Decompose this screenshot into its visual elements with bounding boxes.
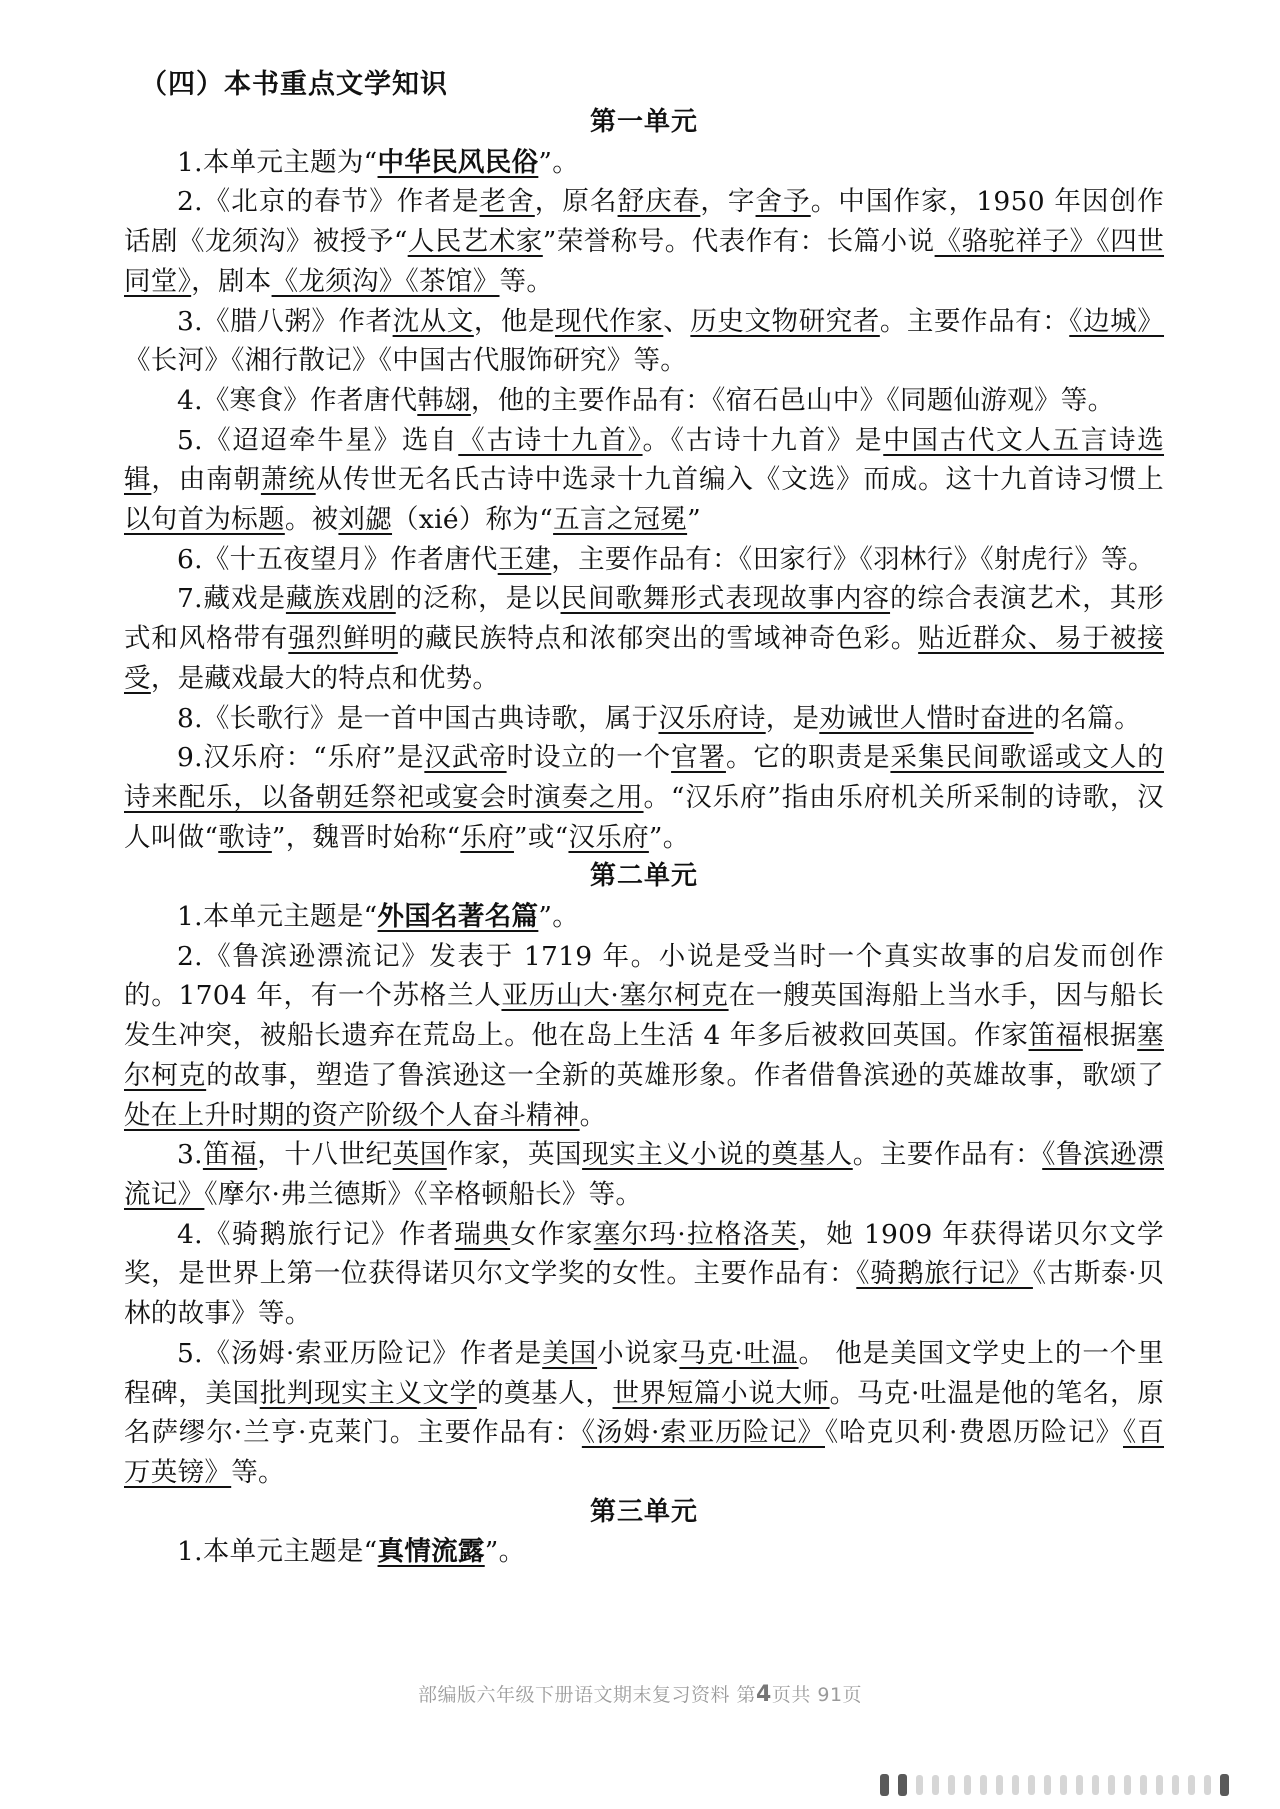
text-segment: ”，魏晋时始称“ [271,821,461,853]
key-term: 汉武帝 [424,742,507,774]
key-term: 亚历山大·塞尔柯克 [501,980,729,1012]
key-term: 人民艺术家 [407,226,543,258]
scroll-tick [1124,1775,1131,1795]
text-segment: ”。 [648,821,690,853]
footer-page-number: 4 [756,1682,772,1707]
key-term: 官署 [671,742,726,774]
key-term: 老舍 [479,186,535,218]
text-segment: 。《古诗十九首》是 [642,424,884,456]
scroll-tick [996,1775,1003,1795]
key-term: 萧统 [260,464,316,496]
page-footer [0,1680,1280,1707]
text-segment: 从传世无名氏古诗中选录十九首编入《文选》而成。这十九首诗习惯上 [315,464,1164,496]
key-term: 塞尔玛·拉格洛芙 [593,1218,799,1250]
text-segment: ，原名 [534,186,618,218]
text-segment: 4.《寒食》作者唐代 [177,384,418,416]
key-term: 藏族戏剧 [285,583,396,615]
key-term: 舍予 [755,186,811,218]
text-segment: 的故事，塑造了鲁滨逊这一全新的英雄形象。作者借鲁滨逊的英雄故事，歌颂了 [206,1059,1164,1091]
scroll-tick [1092,1775,1099,1795]
key-term: 歌诗 [218,821,272,853]
text-segment: 4.《骑鹅旅行记》作者 [177,1218,455,1250]
section-heading: （四）本书重点文学知识 [140,69,448,100]
text-segment: 小说家 [597,1337,680,1369]
text-segment: 3.《腊八粥》作者 [177,305,393,337]
text-segment: 。“汉乐府”指由乐府机关所采制的诗歌，汉人叫做“ [124,781,1164,853]
text-segment: 。中国作家，1950 年因创作话剧《龙须沟》被授予“ [124,186,1164,258]
text-segment: 的综合表演艺术，其形式和风格带有 [124,583,1164,655]
text-segment: 《哈克贝利·费恩历险记》 [824,1417,1123,1449]
knowledge-item [124,1135,1164,1214]
text-segment: 的奠基人， [476,1377,613,1409]
knowledge-item [124,937,1164,1136]
key-term: 劝诫世人惜时奋进 [819,702,1034,734]
key-term: 笛福 [1028,1020,1083,1052]
key-term: 外国名著名篇 [377,901,539,933]
text-segment: ，他是 [473,305,556,337]
text-segment: 7.藏戏是 [177,583,286,615]
key-term: 中华民风民俗 [377,146,539,178]
text-segment: 作家，英国 [446,1139,583,1171]
knowledge-item [124,1215,1164,1334]
key-term: 王建 [497,543,552,575]
text-segment: 3. [177,1139,203,1171]
key-term: 以句首为标题 [124,504,285,536]
key-term: 笛福 [202,1139,258,1171]
scroll-tick [1028,1775,1035,1795]
key-term: 强烈鲜明 [288,623,398,655]
key-term: 汉乐府诗 [658,702,766,734]
text-segment: ，十八世纪 [257,1139,393,1171]
key-term: 《边城》 [1069,305,1165,337]
scroll-tick [980,1775,987,1795]
key-term: 处在上升时期的资产阶级个人奋斗精神 [124,1099,580,1131]
key-term: 现实主义小说的奠基人 [582,1139,853,1171]
unit-title: 第三单元 [589,1496,698,1527]
text-segment: ”荣誉称号。代表作有：长篇小说 [542,226,935,258]
text-segment: 《长河》《湘行散记》《中国古代服饰研究》等。 [124,345,688,377]
text-segment: 根据 [1082,1020,1138,1052]
key-term: 批判现实主义文学 [259,1377,477,1409]
key-term: 马克·吐温 [679,1337,799,1369]
key-term: 《百万英镑》 [124,1417,1164,1488]
knowledge-item [124,579,1164,698]
text-segment: 等。 [231,1456,285,1488]
text-segment: ，她 1909 年获得诺贝尔文学奖，是世界上第一位获得诺贝尔文学奖的女性。主要作品有： [124,1218,1164,1290]
text-segment: 时设立的一个 [506,742,672,774]
key-term: 英国 [392,1139,447,1171]
page-scroll-indicator[interactable] [880,1773,1250,1797]
key-term: 舒庆春 [617,186,701,218]
text-segment: ，字 [700,186,756,218]
knowledge-item [124,1334,1164,1493]
text-segment: 。马克·吐温是他的笔名，原名萨缪尔·兰亨·克莱门。主要作品有： [124,1377,1165,1449]
text-segment: 等。 [499,265,554,297]
knowledge-item [124,381,1164,421]
text-segment: 。主要作品有： [879,305,1070,337]
key-term: 五言之冠冕 [553,504,688,536]
text-segment: （xié）称为“ [392,504,554,536]
key-term: 瑞典 [454,1218,511,1250]
scroll-tick [1156,1775,1163,1795]
text-segment: 9.汉乐府：“乐府”是 [177,742,425,774]
text-segment: ，是藏戏最大的特点和优势。 [150,662,500,694]
text-segment: ”。 [484,1536,526,1568]
key-term: 《古诗十九首》 [458,424,643,456]
key-term: 《汤姆·索亚历险记》 [581,1417,825,1449]
text-segment: 2.《北京的春节》作者是 [177,186,480,218]
key-term: 《龙须沟》《茶馆》 [271,265,500,297]
key-term: 历史文物研究者 [690,305,880,337]
key-term: 乐府 [460,821,514,853]
text-segment: 2.《鲁滨逊漂流记》发表于 1719 年。小说是受当时一个真实故事的启发而创作的。1704 年，有一个苏格兰人 [124,940,1164,1012]
text-segment: 1.本单元主题为“ [177,146,378,178]
footer-suffix: 页共 91页 [771,1684,863,1706]
text-segment: ，剧本 [191,265,272,297]
key-term: 《骆驼祥子》《四世同堂》 [124,226,1165,297]
knowledge-item [124,143,1164,183]
text-segment: ”或“ [513,821,569,853]
key-term: 《骑鹅旅行记》 [856,1258,1033,1290]
text-segment: 。被 [284,504,339,536]
knowledge-item [124,421,1164,540]
knowledge-item [124,897,1164,937]
scroll-thumb-secondary[interactable] [898,1774,907,1796]
text-segment: 。它的职责是 [725,742,891,774]
text-segment: 、 [663,305,691,337]
text-segment: 在一艘英国海船上当水手，因与船长发生冲突，被船长遗弃在荒岛上。他在岛上生活 4 年多后被救回英国。作家 [124,980,1164,1052]
text-segment: ，他的主要作品有：《宿石邑山中》《同题仙游观》等。 [470,384,1115,416]
key-term: 贴近群众、易于被接受 [124,623,1165,694]
key-term: 《鲁滨逊漂流记》 [124,1139,1165,1210]
scroll-tick [916,1775,923,1795]
text-segment: ”。 [538,901,579,933]
text-segment: 1.本单元主题是“ [177,901,378,933]
scroll-tick [964,1775,971,1795]
scroll-tick [948,1775,955,1795]
key-term: 采集民间歌谣或文人的诗来配乐，以备朝廷祭祀或宴会时演奏之用 [124,742,1164,813]
text-segment: 《古斯泰·贝林的故事》等。 [124,1258,1164,1330]
key-term: 真情流露 [377,1536,485,1568]
text-segment: 。 [579,1099,607,1131]
text-segment: 。 他是美国文学史上的一个里程碑，美国 [124,1337,1164,1409]
footer-prefix: 部编版六年级下册语文期末复习资料 第 [417,1684,756,1706]
text-segment: ，主要作品有：《田家行》《羽林行》《射虎行》等。 [551,543,1155,575]
text-segment: 《摩尔·弗兰德斯》《辛格顿船长》等。 [204,1178,643,1210]
key-term: 世界短篇小说大师 [612,1377,830,1409]
knowledge-item [124,1532,1164,1572]
key-term: 塞尔柯克 [124,1020,1164,1091]
text-segment: 6.《十五夜望月》作者唐代 [177,543,498,575]
knowledge-item [124,738,1164,857]
scroll-tick [1060,1775,1067,1795]
text-segment: ，由南朝 [151,464,261,496]
unit-title: 第一单元 [589,107,698,137]
scroll-tick [1076,1775,1083,1795]
scroll-tick [1140,1775,1147,1795]
key-term: 中国古代文人五言诗选辑 [124,424,1165,496]
knowledge-item [124,302,1164,381]
key-term: 民间歌舞形式表现故事内容 [560,583,891,615]
text-segment: 。主要作品有： [852,1139,1043,1171]
text-segment: ”。 [538,146,579,178]
knowledge-item [124,540,1164,580]
key-term: 汉乐府 [568,821,649,853]
scroll-thumb[interactable] [880,1774,889,1796]
text-segment: 1.本单元主题是“ [177,1536,378,1568]
scroll-tick [1012,1775,1019,1795]
key-term: 刘勰 [338,504,393,536]
text-segment: ，是 [765,702,820,734]
text-segment: ” [687,504,701,536]
text-segment: 女作家 [510,1218,594,1250]
text-segment: 的藏民族特点和浓郁突出的雪域神奇色彩。 [397,623,919,655]
text-segment: 的名篇。 [1033,702,1141,734]
key-term: 美国 [542,1337,598,1369]
unit-title: 第二单元 [589,861,698,892]
scroll-tick [1188,1775,1195,1795]
text-segment: 5.《汤姆·索亚历险记》作者是 [177,1337,543,1369]
scroll-tick [1204,1775,1211,1795]
scroll-end-marker [1220,1774,1229,1796]
text-segment: 8.《长歌行》是一首中国古典诗歌，属于 [177,702,659,734]
knowledge-item [124,699,1164,739]
scroll-tick [1108,1775,1115,1795]
text-segment: 的泛称，是以 [395,583,561,615]
scroll-tick [1172,1775,1179,1795]
key-term: 沈从文 [392,305,474,337]
key-term: 韩翃 [417,384,471,416]
document-body [124,103,1164,1572]
knowledge-item [124,182,1164,301]
key-term: 现代作家 [555,305,664,337]
scroll-tick [932,1775,939,1795]
scroll-tick [1044,1775,1051,1795]
text-segment: 5.《迢迢牵牛星》选自 [177,424,459,456]
